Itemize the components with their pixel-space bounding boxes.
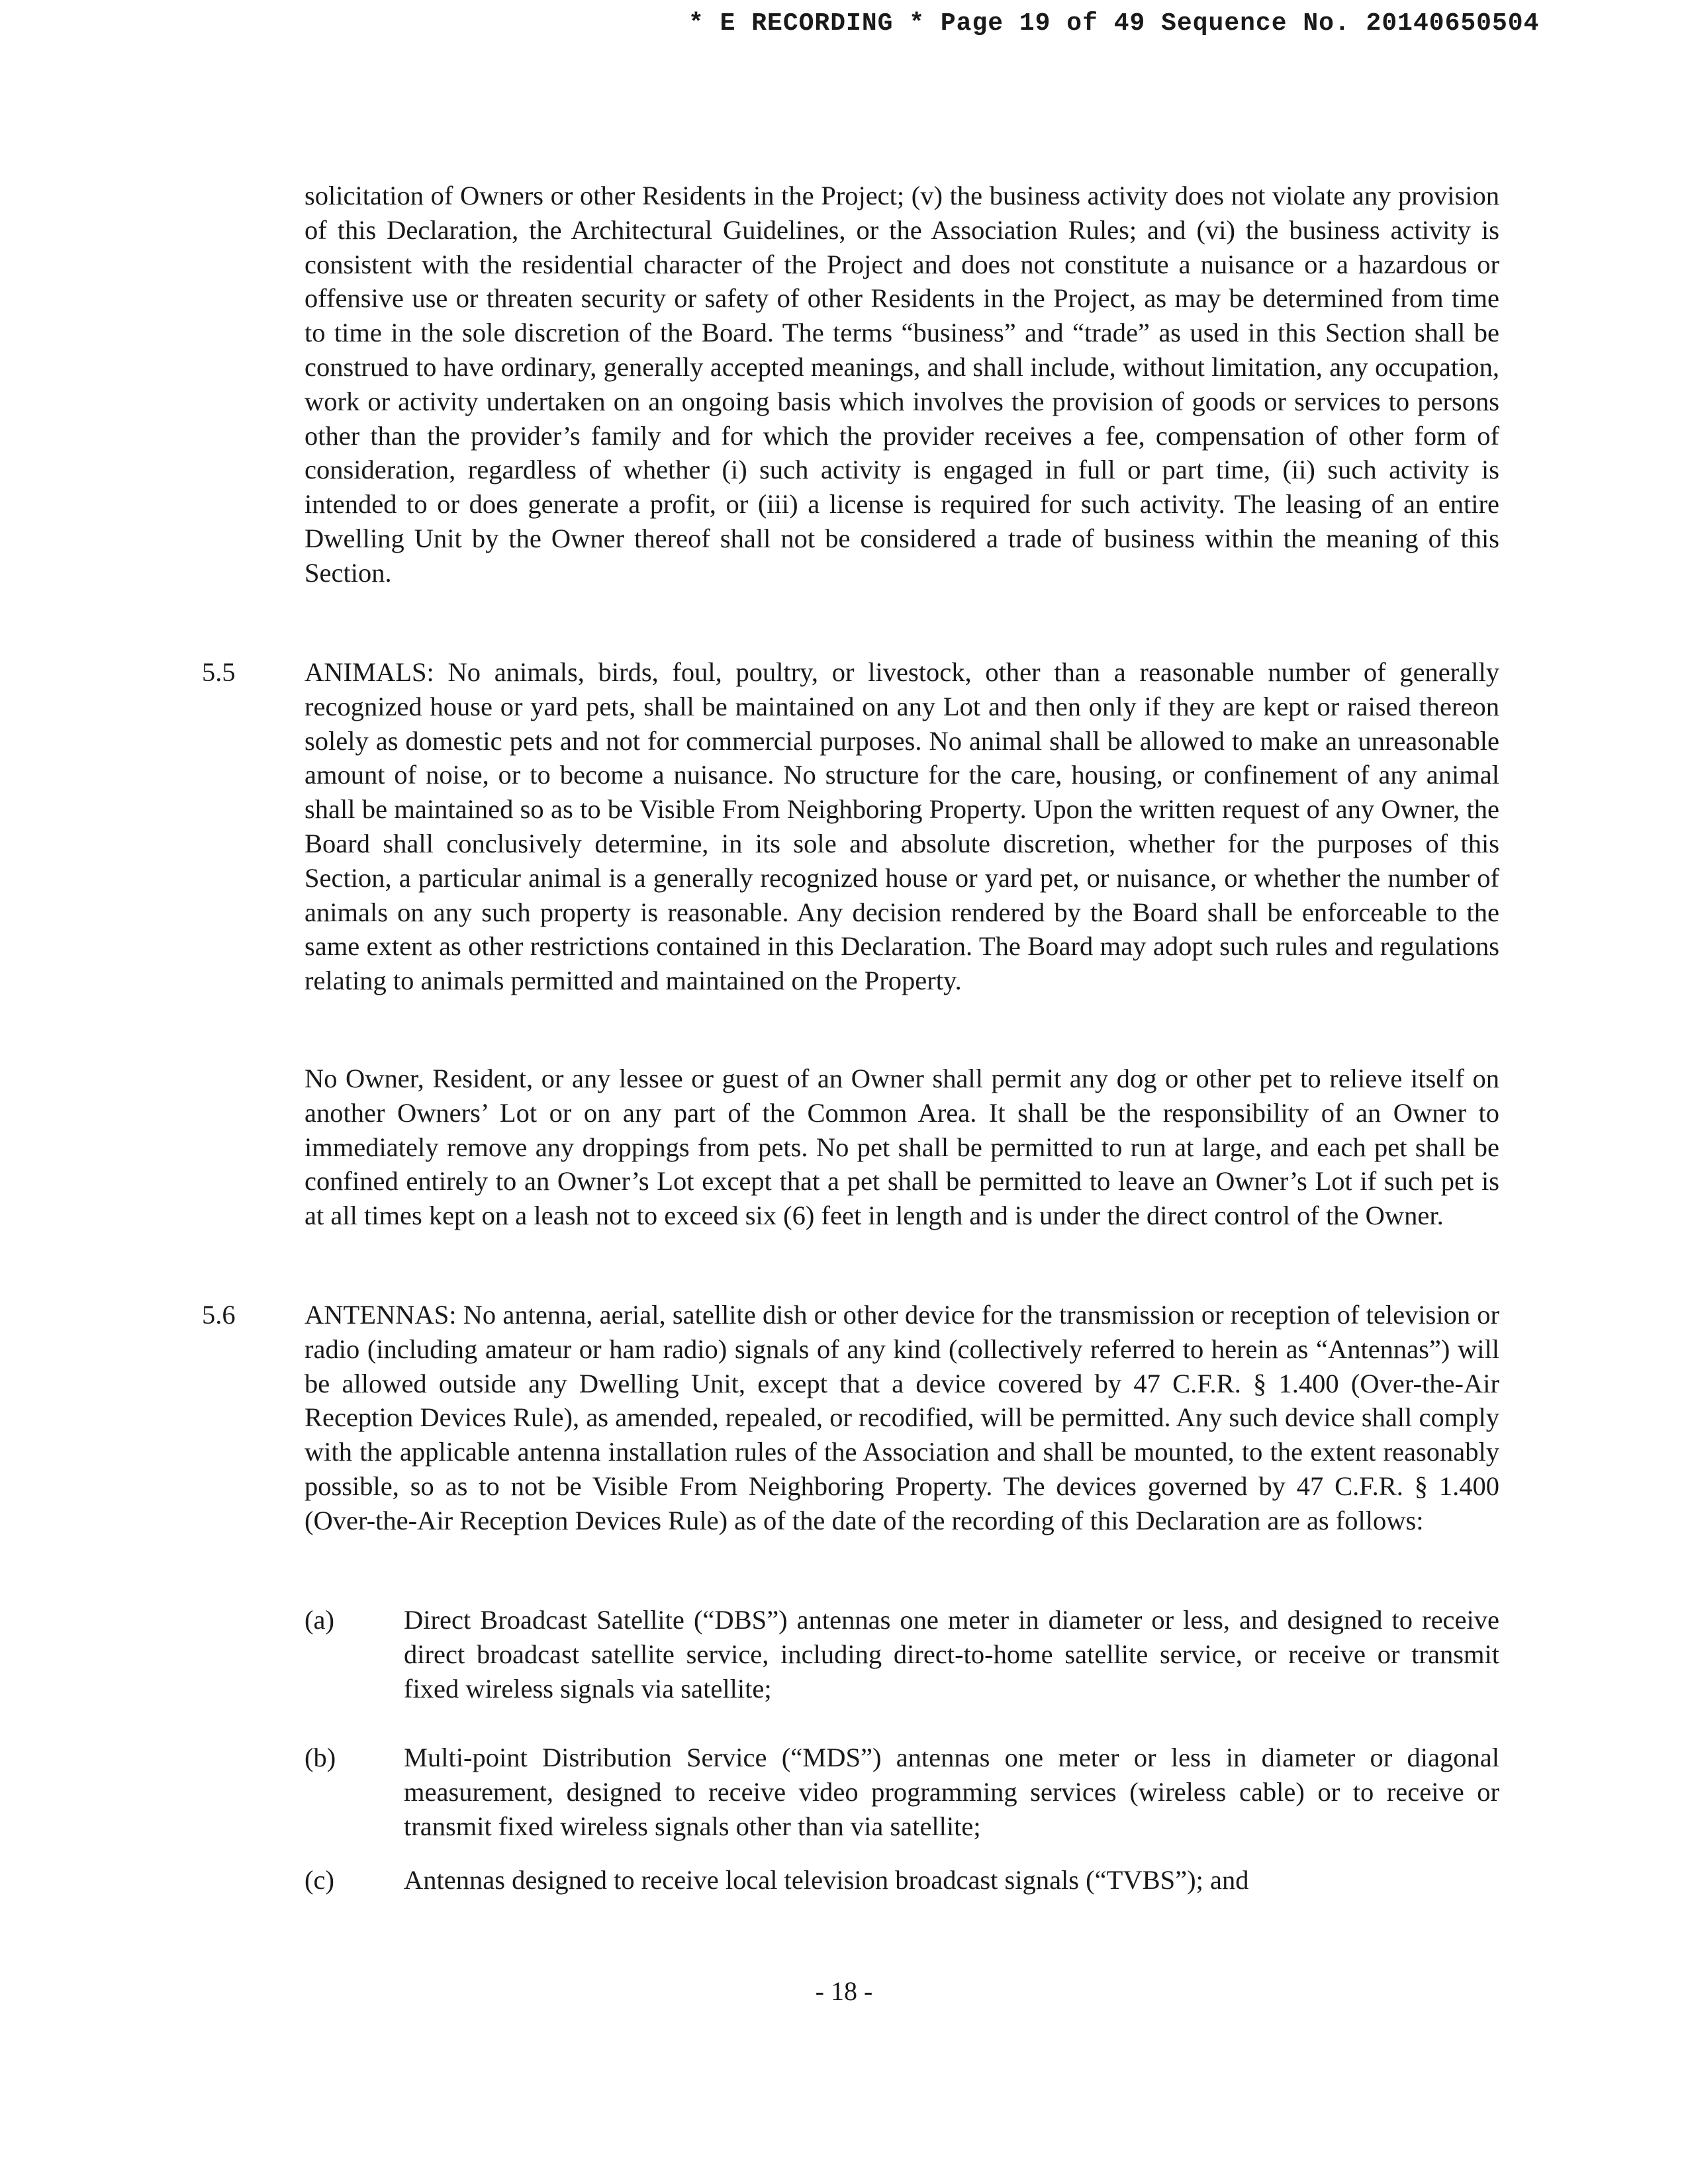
list-item-text-c: Antennas designed to receive local television broadcast signals (“TVBS”); and [404, 1865, 1249, 1895]
list-item-label-c: (c) [305, 1865, 334, 1895]
list-item-text-a: Direct Broadcast Satellite (“DBS”) antennas one meter in diameter or less, and designed to receive direct broadcast satellite service, including direct-to-home satellite service, or receive or transmit fixed wireless signals via satellite; [404, 1605, 1499, 1704]
page-number: - 18 - [815, 1976, 873, 2006]
continuation-paragraph: solicitation of Owners or other Residents in the Project; (v) the business activity does not violate any provision of this Declaration, the Architectural Guidelines, or the Association Rules; and (vi) the business activity is consistent with the residential character of the Project and does not constitute a nuisance or a hazardous or offensive use or threaten security or safety of other Residents in the Project, as may be determined from time to time in the sole discretion of the Board. The terms “business” and “trade” as used in this Section shall be construed to have ordinary, generally accepted meanings, and shall include, without limitation, any occupation, work or activity undertaken on an ongoing basis which involves the provision of goods or services to persons other than the provider’s family and for which the provider receives a fee, compensation of other form of consideration, regardless of whether (i) such activity is engaged in full or part time, (ii) such activity is intended to or does generate a profit, or (iii) a license is required for such activity. The leasing of an entire Dwelling Unit by the Owner thereof shall not be considered a trade of business within the meaning of this Section. [305, 181, 1499, 588]
section-5-5-pets-paragraph: No Owner, Resident, or any lessee or guest of an Owner shall permit any dog or other pet to relieve itself on another Owners’ Lot or on any part of the Common Area. It shall be the responsibility of an Owner to immediately remove any droppings from pets. No pet shall be permitted to run at large, and each pet shall be confined entirely to an Owner’s Lot except that a pet shall be permitted to leave an Owner’s Lot if such pet is at all times kept on a leash not to exceed six (6) feet in length and is under the direct control of the Owner. [305, 1064, 1499, 1231]
section-5-6-antennas-paragraph: ANTENNAS: No antenna, aerial, satellite dish or other device for the transmission or reception of television or radio (including amateur or ham radio) signals of any kind (collectively referred to herein as “Antennas”) will be allowed outside any Dwelling Unit, except that a device covered by 47 C.F.R. § 1.400 (Over-the-Air Reception Devices Rule), as amended, repealed, or recodified, will be permitted. Any such device shall comply with the applicable antenna installation rules of the Association and shall be mounted, to the extent reasonably possible, so as to not be Visible From Neighboring Property. The devices governed by 47 C.F.R. § 1.400 (Over-the-Air Reception Devices Rule) as of the date of the recording of this Declaration are as follows: [305, 1300, 1499, 1535]
list-item-label-b: (b) [305, 1743, 336, 1772]
list-item-label-a: (a) [305, 1605, 334, 1635]
recording-header: * E RECORDING * Page 19 of 49 Sequence No. 20140650504 [688, 9, 1540, 38]
list-item-text-b: Multi-point Distribution Service (“MDS”) antennas one meter or less in diameter or diagonal measurement, designed to receive video programming services (wireless cable) or to receive or transmit fixed wireless signals other than via satellite; [404, 1743, 1499, 1841]
section-number-5-6: 5.6 [202, 1300, 236, 1330]
section-number-5-5: 5.5 [202, 657, 236, 687]
section-5-5-animals-paragraph: ANIMALS: No animals, birds, foul, poultry, or livestock, other than a reasonable number of generally recognized house or yard pets, shall be maintained on any Lot and then only if they are kept or raised thereon solely as domestic pets and not for commercial purposes. No animal shall be allowed to make an unreasonable amount of noise, or to become a nuisance. No structure for the care, housing, or confinement of any animal shall be maintained so as to be Visible From Neighboring Property. Upon the written request of any Owner, the Board shall conclusively determine, in its sole and absolute discretion, whether for the purposes of this Section, a particular animal is a generally recognized house or yard pet, or nuisance, or whether the number of animals on any such property is reasonable. Any decision rendered by the Board shall be enforceable to the same extent as other restrictions contained in this Declaration. The Board may adopt such rules and regulations relating to animals permitted and maintained on the Property. [305, 657, 1499, 996]
